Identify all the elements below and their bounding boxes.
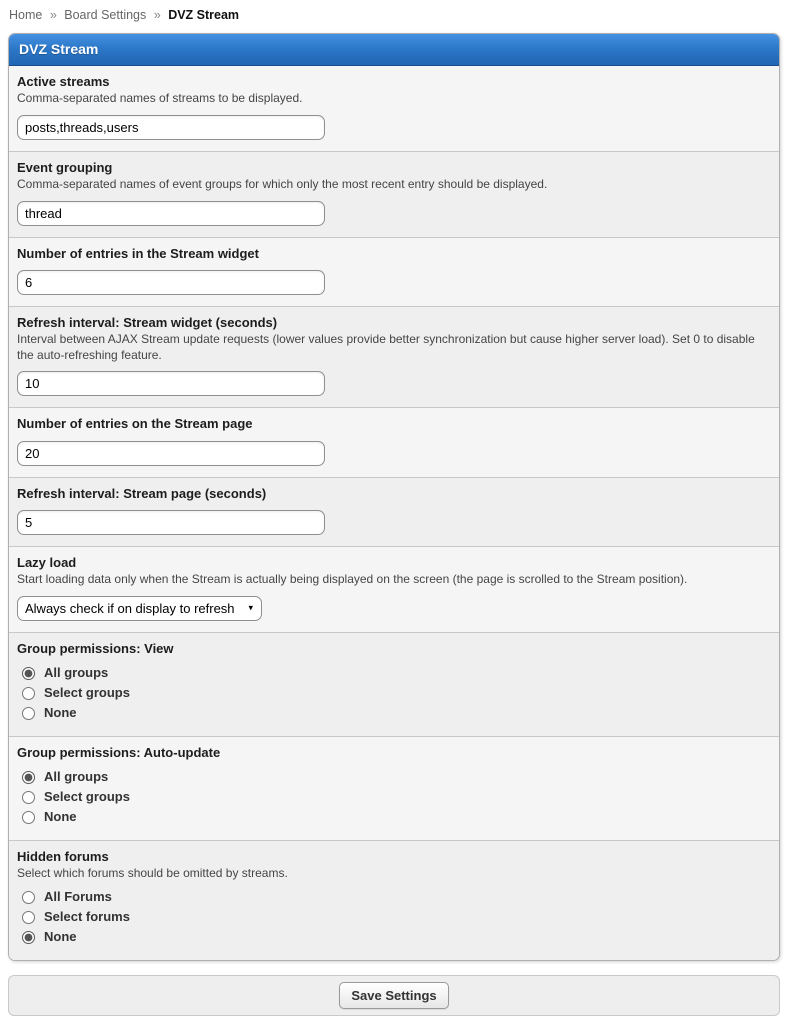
radio-option-label: None [44,808,77,824]
group-permissions-view-option-none[interactable] [22,705,771,722]
group-permissions-auto-update-option-all-groups[interactable] [22,769,771,786]
radio-option-label: Select forums [44,909,130,925]
refresh-interval-stream-widget-seconds-input[interactable] [17,371,325,396]
radio-option-label: All groups [44,768,109,784]
radio-option-label: Select groups [44,788,130,804]
group-permissions-view-option-all-groups[interactable] [22,665,771,682]
breadcrumb-separator: » [49,8,57,22]
setting-control [17,371,771,396]
active-streams-input[interactable] [17,115,325,140]
number-of-entries-on-the-stream-page-input[interactable] [17,441,325,466]
group-permissions-view-option-select-groups[interactable] [22,685,771,702]
setting-row-event-grouping [9,151,779,237]
setting-description: Start loading data only when the Stream is actually being displayed on the screen (the page is scrolled to the Stream position). [17,572,688,587]
radio-option-label: All groups [44,664,109,680]
breadcrumb [9,8,780,22]
group-permissions-view-radio-select-groups[interactable] [22,687,35,700]
hidden-forums-option-none[interactable] [22,929,771,946]
setting-control [17,769,771,826]
setting-label: Active streams [17,74,110,89]
breadcrumb-board-settings-link[interactable]: Board Settings [64,8,147,22]
setting-row-group-permissions-auto-update [9,736,779,840]
radio-option-label: Select groups [44,684,130,700]
setting-control [17,270,771,295]
chevron-down-icon: ▾ [248,602,253,613]
setting-row-active-streams [9,66,779,151]
number-of-entries-in-the-stream-widget-input[interactable] [17,270,325,295]
setting-row-refresh-interval-stream-page-seconds [9,477,779,546]
refresh-interval-stream-page-seconds-input[interactable] [17,510,325,535]
group-permissions-view-radio-all-groups[interactable] [22,667,35,680]
radio-option-label: All Forums [44,889,112,905]
group-permissions-view-radio-none[interactable] [22,707,35,720]
event-grouping-input[interactable] [17,201,325,226]
setting-control [17,441,771,466]
hidden-forums-radio-none[interactable] [22,931,35,944]
radio-option-label: None [44,929,77,945]
setting-label: Number of entries on the Stream page [17,416,253,432]
group-permissions-auto-update-radio-group [22,769,771,826]
settings-rows [9,66,779,960]
setting-label: Hidden forums [17,848,109,864]
setting-description: Select which forums should be omitted by streams. [17,865,288,880]
setting-row-hidden-forums [9,840,779,961]
setting-control [17,510,771,535]
setting-control [17,115,771,140]
breadcrumb-separator: » [153,8,161,22]
setting-label: Refresh interval: Stream page (seconds) [17,485,267,501]
breadcrumb-current-page: DVZ Stream [168,8,240,22]
setting-label: Group permissions: View [17,640,174,656]
group-permissions-auto-update-radio-none[interactable] [22,811,35,824]
hidden-forums-radio-all-forums[interactable] [22,891,35,904]
group-permissions-view-radio-group [22,665,771,722]
setting-label: Group permissions: Auto-update [17,744,221,760]
panel-title: DVZ Stream [9,34,779,66]
setting-label: Lazy load [17,554,77,570]
setting-description: Comma-separated names of streams to be displayed. [17,91,303,106]
setting-row-group-permissions-view [9,632,779,736]
group-permissions-auto-update-option-none[interactable] [22,809,771,826]
setting-control [17,201,771,226]
hidden-forums-option-all-forums[interactable] [22,889,771,906]
setting-label: Event grouping [17,159,113,175]
group-permissions-auto-update-option-select-groups[interactable] [22,789,771,806]
setting-row-number-of-entries-on-the-stream-page [9,407,779,476]
breadcrumb-home-link[interactable]: Home [9,8,43,22]
save-settings-button[interactable]: Save Settings [339,982,448,1009]
group-permissions-auto-update-radio-all-groups[interactable] [22,771,35,784]
lazy-load-select[interactable] [17,596,262,621]
setting-control [17,596,771,621]
setting-row-lazy-load [9,546,779,632]
setting-row-refresh-interval-stream-widget-seconds [9,306,779,407]
group-permissions-auto-update-radio-select-groups[interactable] [22,791,35,804]
setting-label: Refresh interval: Stream widget (seconds) [17,314,278,330]
setting-row-number-of-entries-in-the-stream-widget [9,237,779,306]
save-bar [8,975,780,1016]
radio-option-label: None [44,704,77,720]
setting-control [17,665,771,722]
setting-description: Interval between AJAX Stream update requests (lower values provide better synchronization but cause higher server load). Set 0 to disable the auto-refreshing feature. [17,332,755,362]
setting-description: Comma-separated names of event groups for which only the most recent entry should be displayed. [17,177,548,192]
setting-label: Number of entries in the Stream widget [17,245,259,261]
settings-panel [8,33,780,961]
